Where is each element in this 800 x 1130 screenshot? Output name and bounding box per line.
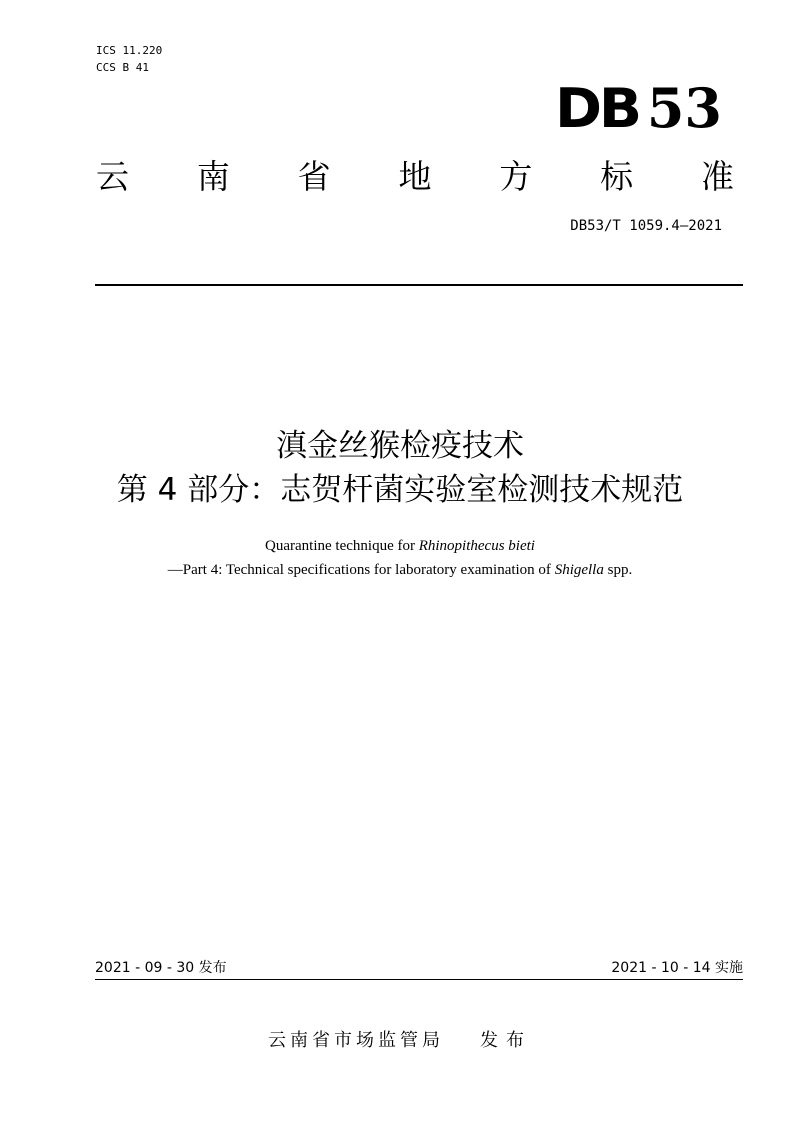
standard-type-char: 标 [600, 157, 634, 196]
standard-type-char: 省 [297, 157, 331, 196]
standard-type-heading [96, 156, 734, 198]
standard-type-char: 云 [96, 157, 129, 196]
standard-type-char: 方 [499, 157, 533, 196]
publish-date: 2021 - 09 - 30 发布 [95, 960, 227, 976]
footer-divider [95, 979, 743, 980]
title-en-genus: Shigella [554, 562, 604, 578]
header-divider [95, 284, 743, 286]
ics-code: ICS 11.220 [96, 44, 163, 57]
standard-type-char: 地 [398, 157, 432, 196]
issuer-organization: 云南省市场监管局 [268, 1030, 444, 1051]
title-en-line2 [0, 558, 800, 582]
standard-type-char: 准 [700, 157, 734, 196]
title-block [0, 424, 800, 582]
title-zh-main: 滇金丝猴检疫技术 [276, 428, 524, 464]
ccs-code: CCS B 41 [96, 61, 149, 74]
title-en-line2-suffix: spp. [603, 562, 633, 578]
dates-row [95, 958, 743, 978]
issuer-action: 发布 [480, 1030, 532, 1051]
title-en-line1-text: Quarantine technique for [265, 538, 419, 554]
title-en [0, 534, 800, 582]
issuer [0, 1028, 800, 1054]
title-en-species: Rhinopithecus bieti [418, 538, 535, 554]
title-zh-part: 第 4 部分：志贺杆菌实验室检测技术规范 [116, 472, 684, 508]
db53-logo [554, 76, 722, 140]
title-en-line1 [0, 534, 800, 558]
logo-number: 53 [646, 76, 722, 140]
title-en-line2-text: —Part 4: Technical specifications for laboratory examination of [167, 562, 555, 578]
logo-prefix: DB [554, 77, 639, 140]
standard-type-char: 南 [196, 157, 230, 196]
standard-number: DB53/T 1059.4—2021 [570, 218, 722, 234]
classification-codes [96, 42, 162, 76]
implement-date: 2021 - 10 - 14 实施 [611, 960, 743, 976]
